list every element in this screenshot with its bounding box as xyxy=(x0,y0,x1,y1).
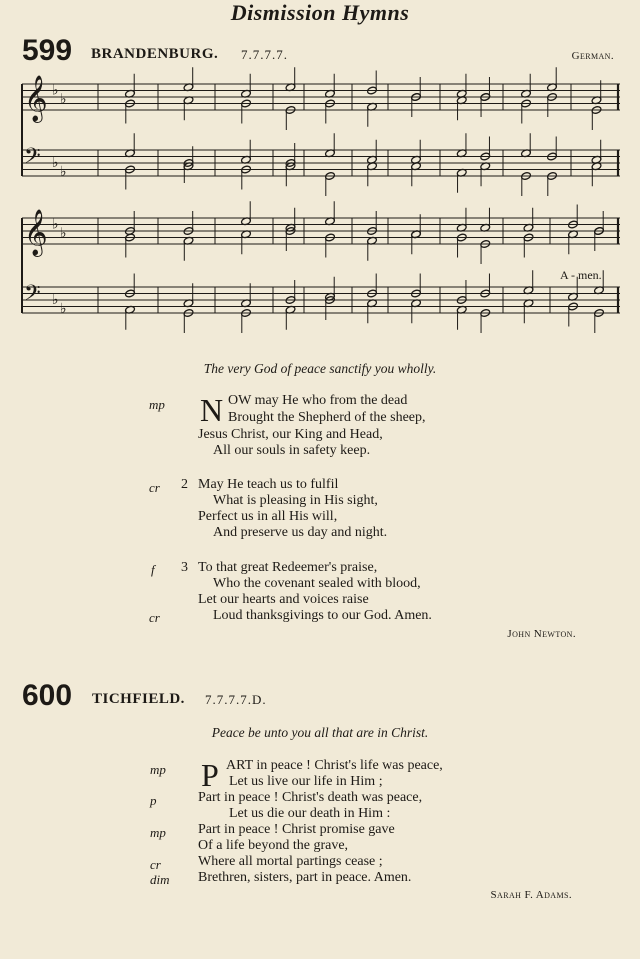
key-signature: ♭ xyxy=(60,225,67,242)
key-signature: ♭ xyxy=(60,301,67,317)
verse-line: And preserve us day and night. xyxy=(213,525,388,540)
verse-line: Part in peace ! Christ's death was peace, xyxy=(198,790,423,805)
dynamic-marking: cr xyxy=(149,480,160,495)
music-score xyxy=(0,0,640,340)
key-signature: ♭ xyxy=(52,154,59,171)
key-signature: ♭ xyxy=(52,216,59,233)
verse-line: Let us live our life in Him ; xyxy=(229,774,383,789)
treble-clef: 𝄞 xyxy=(24,209,48,256)
verse-line: Perfect us in all His will, xyxy=(198,509,338,524)
dynamic-marking: cr xyxy=(150,857,161,872)
verse-line: Loud thanksgivings to our God. Amen. xyxy=(213,608,432,623)
verse-line: Who the covenant sealed with blood, xyxy=(213,576,421,591)
tune-meter-599: 7.7.7.7. xyxy=(241,47,288,62)
verse-line: Jesus Christ, our King and Head, xyxy=(198,427,383,442)
stanza-number: 2 xyxy=(181,477,188,492)
verse-line: Brethren, sisters, part in peace. Amen. xyxy=(198,870,412,885)
drop-cap: N xyxy=(200,392,224,428)
verse-line: What is pleasing in His sight, xyxy=(213,493,378,508)
verse-line: Let our hearts and voices raise xyxy=(198,592,369,607)
dynamic-marking: mp xyxy=(150,825,166,840)
key-signature: ♭ xyxy=(52,82,59,99)
key-signature: ♭ xyxy=(52,291,59,308)
author-credit: John Newton. xyxy=(507,628,576,640)
verse-line: Where all mortal partings cease ; xyxy=(198,854,383,869)
page-header: Dismission Hymns xyxy=(230,0,410,25)
dynamic-marking: mp xyxy=(150,762,166,777)
verse-line: May He teach us to fulfil xyxy=(198,477,339,492)
drop-cap: P xyxy=(201,757,219,793)
author-credit: Sarah F. Adams. xyxy=(490,889,572,901)
treble-clef: 𝄞 xyxy=(24,75,48,122)
hymn-number-600: 600 xyxy=(22,679,73,712)
verse-line: Of a life beyond the grave, xyxy=(198,838,349,853)
verse-line: All our souls in safety keep. xyxy=(213,443,371,458)
dynamic-marking: dim xyxy=(150,872,170,887)
dynamic-marking: p xyxy=(150,793,157,808)
amen-label: A - men. xyxy=(560,268,602,282)
dynamic-marking: cr xyxy=(149,610,160,625)
verse-line: Let us die our death in Him : xyxy=(229,806,391,821)
verse-line: ART in peace ! Christ's life was peace, xyxy=(226,758,443,773)
bass-clef: 𝄢 xyxy=(24,280,41,311)
dynamic-marking: f xyxy=(151,562,155,577)
key-signature: ♭ xyxy=(60,164,67,180)
hymn-599-heading: The very God of peace sanctify you wholly. xyxy=(203,361,437,376)
tune-name-600: TICHFIELD. xyxy=(92,691,185,707)
verse-line: OW may He who from the dead xyxy=(228,393,408,408)
tune-name-599: BRANDENBURG. xyxy=(91,46,219,62)
verse-line: To that great Redeemer's praise, xyxy=(198,560,378,575)
verse-line: Brought the Shepherd of the sheep, xyxy=(228,410,426,425)
stanza-number: 3 xyxy=(181,560,188,575)
hymn-600-heading: Peace be unto you all that are in Christ. xyxy=(211,725,429,740)
verse-line: Part in peace ! Christ promise gave xyxy=(198,822,395,837)
tune-origin-599: German. xyxy=(571,50,614,62)
tune-meter-600: 7.7.7.7.D. xyxy=(205,692,267,707)
dynamic-marking: mp xyxy=(149,397,165,412)
key-signature: ♭ xyxy=(60,91,67,108)
bass-clef: 𝄢 xyxy=(24,143,41,174)
hymn-number-599: 599 xyxy=(22,34,73,67)
